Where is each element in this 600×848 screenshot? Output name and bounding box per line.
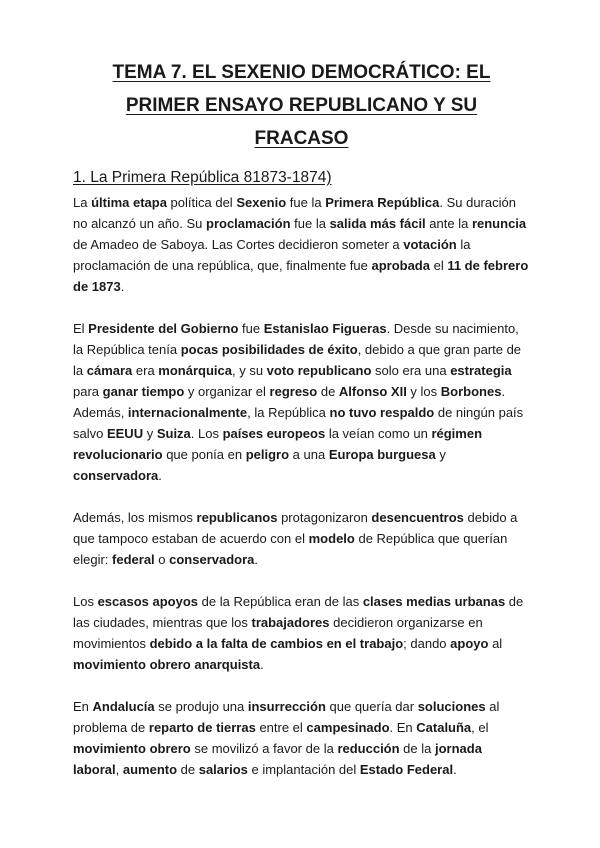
bold-term: Borbones: [440, 384, 502, 399]
bold-term: salida más fácil: [329, 216, 426, 231]
text-run: . Los: [190, 426, 223, 441]
text-run: política del: [166, 195, 237, 210]
bold-term: peligro: [245, 447, 290, 462]
text-run: fue la: [286, 195, 326, 210]
bold-term: renuncia: [471, 216, 527, 231]
text-run: . Su duración no alcanzó un año. Su: [73, 195, 516, 231]
text-run: de: [177, 762, 199, 777]
text-run: de la República eran de las: [198, 594, 363, 609]
document-title: [73, 56, 530, 155]
text-run: a una: [289, 447, 329, 462]
bold-term: ganar tiempo: [102, 384, 185, 399]
text-run: de la: [399, 741, 435, 756]
text-run: Además, los mismos: [73, 510, 197, 525]
text-run: se movilizó a favor de la: [190, 741, 338, 756]
text-run: se produjo una: [154, 699, 248, 714]
bold-term: Estanislao Figueras: [263, 321, 387, 336]
bold-term: países europeos: [222, 426, 326, 441]
text-run: que quería dar: [325, 699, 418, 714]
bold-term: republicanos: [196, 510, 278, 525]
text-run: el: [429, 258, 448, 273]
bold-term: clases medias urbanas: [362, 594, 506, 609]
paragraph: [73, 192, 530, 297]
title-line: FRACASO: [254, 128, 349, 149]
text-run: fue: [238, 321, 264, 336]
bold-term: Cataluña: [416, 720, 472, 735]
bold-term: soluciones: [417, 699, 486, 714]
text-run: de las ciudades, mientras que los: [73, 594, 524, 630]
bold-term: insurrección: [247, 699, 326, 714]
text-run: . Además,: [73, 384, 506, 420]
bold-term: Alfonso XII: [338, 384, 407, 399]
bold-term: modelo: [308, 531, 355, 546]
bold-term: 11 de febrero de 1873: [73, 258, 529, 294]
text-run: ante la: [425, 216, 472, 231]
bold-term: Europa burguesa: [328, 447, 436, 462]
text-run: , la República: [247, 405, 330, 420]
text-run: era: [132, 363, 159, 378]
bold-term: votación: [403, 237, 457, 252]
text-run: o: [154, 552, 170, 567]
bold-term: proclamación: [206, 216, 291, 231]
text-run: solo era una: [371, 363, 451, 378]
text-run: En: [73, 699, 93, 714]
text-run: de República que querían elegir:: [73, 531, 508, 567]
text-run: El: [73, 321, 89, 336]
bold-term: aprobada: [371, 258, 430, 273]
bold-term: jornada laboral: [73, 741, 482, 777]
paragraph: [73, 318, 530, 486]
text-run: Los: [73, 594, 98, 609]
bold-term: pocas posibilidades de éxito: [180, 342, 358, 357]
text-run: entre el: [255, 720, 307, 735]
text-run: La: [73, 195, 92, 210]
text-run: .: [453, 762, 457, 777]
text-run: fue la: [290, 216, 330, 231]
text-run: protagonizaron: [277, 510, 372, 525]
bold-term: EEUU: [106, 426, 144, 441]
bold-term: movimiento obrero: [73, 741, 191, 756]
bold-term: Primera República: [325, 195, 440, 210]
text-run: .: [120, 279, 125, 294]
bold-term: cámara: [86, 363, 133, 378]
bold-term: Sexenio: [236, 195, 287, 210]
text-run: de: [317, 384, 339, 399]
document-body: [73, 192, 530, 780]
paragraph: [73, 507, 530, 570]
text-run: y: [143, 426, 157, 441]
bold-term: debido a la falta de cambios en el trabajo: [149, 636, 404, 651]
bold-term: Estado Federal: [359, 762, 454, 777]
text-run: ; dando: [403, 636, 451, 651]
bold-term: aumento: [122, 762, 178, 777]
text-run: y organizar el: [184, 384, 270, 399]
bold-term: federal: [112, 552, 155, 567]
bold-term: Andalucía: [92, 699, 155, 714]
text-run: ,: [115, 762, 123, 777]
text-run: . Desde su nacimiento, la República tenía: [73, 321, 519, 357]
bold-term: trabajadores: [251, 615, 330, 630]
text-run: , el: [471, 720, 489, 735]
bold-term: internacionalmente: [127, 405, 248, 420]
text-run: .: [158, 468, 162, 483]
bold-term: salarios: [198, 762, 248, 777]
text-run: y: [435, 447, 446, 462]
bold-term: conservadora: [73, 468, 159, 483]
text-run: de ningún país salvo: [73, 405, 524, 441]
text-run: debido a que tampoco estaban de acuerdo con el: [73, 510, 518, 546]
text-run: la proclamación de una república, que, finalmente fue: [73, 237, 471, 273]
text-run: . En: [389, 720, 417, 735]
paragraph: [73, 696, 530, 780]
bold-term: no tuvo respaldo: [329, 405, 435, 420]
bold-term: régimen revolucionario: [73, 426, 483, 462]
bold-term: regreso: [269, 384, 318, 399]
bold-term: monárquica: [158, 363, 232, 378]
title-line: TEMA 7. EL SEXENIO DEMOCRÁTICO: EL: [112, 62, 491, 83]
text-run: .: [254, 552, 259, 567]
bold-term: estrategia: [450, 363, 512, 378]
text-run: la veían como un: [325, 426, 432, 441]
bold-term: conservadora: [169, 552, 255, 567]
text-run: decidieron organizarse en movimientos: [73, 615, 483, 651]
bold-term: movimiento obrero anarquista: [73, 657, 261, 672]
bold-term: reparto de tierras: [148, 720, 256, 735]
text-run: al problema de: [73, 699, 500, 735]
bold-term: escasos apoyos: [97, 594, 199, 609]
text-run: , debido a que gran parte de la: [73, 342, 522, 378]
text-run: e implantación del: [247, 762, 360, 777]
bold-term: campesinado: [306, 720, 390, 735]
bold-term: apoyo: [450, 636, 489, 651]
bold-term: última etapa: [91, 195, 167, 210]
section-heading: 1. La Primera República 81873-1874): [73, 169, 332, 186]
bold-term: desencuentros: [371, 510, 464, 525]
bold-term: reducción: [337, 741, 400, 756]
text-run: y los: [406, 384, 441, 399]
text-run: , y su: [231, 363, 267, 378]
bold-term: voto republicano: [266, 363, 372, 378]
bold-term: Presidente del Gobierno: [88, 321, 239, 336]
text-run: al: [488, 636, 503, 651]
text-run: de Amadeo de Saboya. Las Cortes decidieron someter a: [73, 237, 404, 252]
title-line: PRIMER ENSAYO REPUBLICANO Y SU: [125, 95, 478, 116]
paragraph: [73, 591, 530, 675]
bold-term: Suiza: [156, 426, 191, 441]
text-run: para: [73, 384, 103, 399]
text-run: .: [260, 657, 264, 672]
text-run: que ponía en: [162, 447, 246, 462]
